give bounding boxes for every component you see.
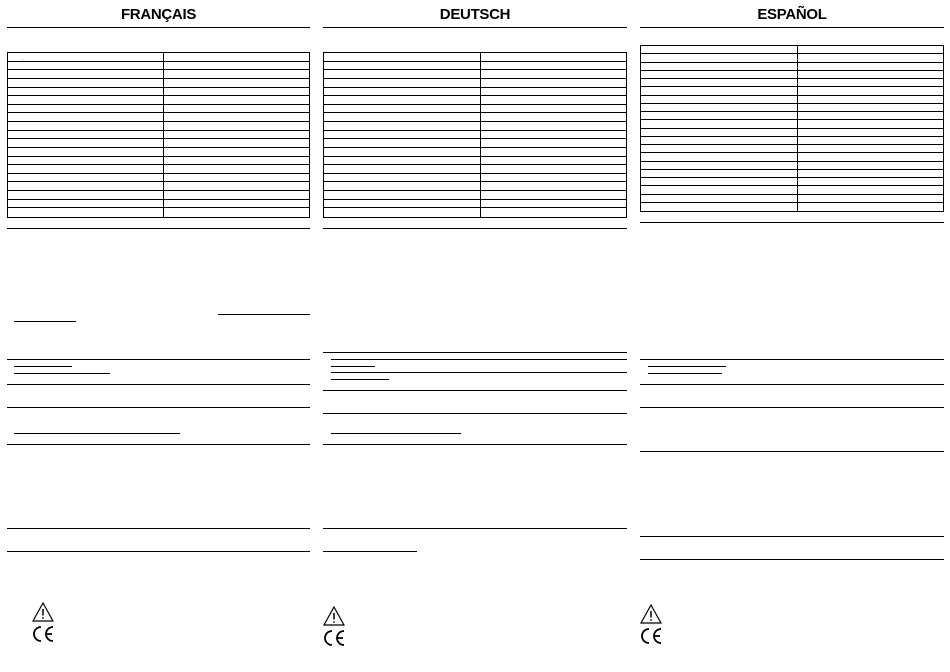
table-row [324,105,626,114]
table-row [8,88,309,97]
table-row [641,71,943,79]
underline [218,314,310,315]
table-cell [641,170,797,177]
table-cell [797,63,943,70]
column-heading: FRANÇAIS [120,6,197,23]
table-row [641,186,943,194]
table-row [641,162,943,170]
divider [7,407,310,408]
table-row [641,54,943,62]
divider [323,27,627,28]
divider [323,528,627,529]
table-row [8,131,309,140]
safety-marks [27,602,61,648]
table-row [641,129,943,137]
divider [7,27,310,28]
table-cell [8,88,163,96]
table-row [324,70,626,79]
table-cell [8,79,163,87]
table-cell [163,88,309,96]
table-cell [641,162,797,169]
table-row [8,70,309,79]
divider [640,222,944,223]
table-cell [324,79,480,87]
table-cell [8,157,163,165]
table-row [641,87,943,95]
table-cell [163,122,309,130]
divider [7,528,310,529]
table-cell [641,71,797,78]
table-row [8,79,309,88]
table-row [324,62,626,71]
table-row [641,203,943,211]
table-cell [480,122,626,130]
table-cell [8,139,163,147]
table-cell [797,87,943,94]
table-cell [163,53,309,61]
table-cell [324,88,480,96]
table-row [641,46,943,54]
table-cell [797,112,943,119]
ce-mark-icon [30,625,56,643]
spec-table [640,45,944,212]
warning-triangle-icon [32,602,54,622]
table-cell [8,174,163,182]
table-cell [324,113,480,121]
table-row [8,200,309,209]
table-row [8,113,309,122]
table-row [324,113,626,122]
table-row [8,165,309,174]
table-cell [163,200,309,208]
underline [14,366,72,367]
table-row [8,174,309,183]
table-cell [163,96,309,104]
table-cell [324,62,480,70]
table-cell [8,122,163,130]
table-row [641,137,943,145]
divider [640,451,944,452]
underline [14,373,110,374]
table-cell [480,79,626,87]
table-cell [8,96,163,104]
safety-marks [323,606,357,652]
table-cell [641,129,797,136]
table-cell [163,165,309,173]
table-cell [8,200,163,208]
table-row [324,182,626,191]
table-row [324,208,626,217]
table-row [641,79,943,87]
table-row [8,105,309,114]
table-cell [480,191,626,199]
divider [7,359,310,360]
divider [323,390,627,391]
warning-triangle-icon [323,606,345,626]
table-cell [8,62,163,70]
table-row [324,148,626,157]
divider [7,384,310,385]
table-cell [324,139,480,147]
table-cell [163,157,309,165]
table-cell [163,139,309,147]
table-cell [797,96,943,103]
table-row [641,195,943,203]
column-heading: DEUTSCH [439,6,511,23]
table-cell [797,170,943,177]
table-row [324,122,626,131]
table-cell [480,62,626,70]
table-row [8,139,309,148]
table-cell [797,178,943,185]
table-cell [324,148,480,156]
table-cell [163,79,309,87]
table-cell [324,200,480,208]
table-cell [480,200,626,208]
table-cell [324,157,480,165]
table-cell [797,145,943,152]
table-row [324,131,626,140]
table-cell [641,54,797,61]
table-row [641,112,943,120]
table-cell [641,120,797,127]
underline [648,366,726,367]
table-row [641,104,943,112]
table-row [8,182,309,191]
divider [323,413,627,414]
column-francais [7,0,310,672]
divider [640,407,944,408]
table-cell [480,157,626,165]
table-row [324,79,626,88]
table-cell [797,104,943,111]
table-cell [641,87,797,94]
table-cell [480,131,626,139]
table-cell [480,174,626,182]
spec-table [7,52,310,218]
table-row [8,96,309,105]
table-cell [641,153,797,160]
table-row [641,96,943,104]
table-row [641,153,943,161]
table-cell [163,174,309,182]
table-cell [480,148,626,156]
table-row [8,148,309,157]
table-cell [797,46,943,53]
table-cell [163,182,309,190]
table-cell [8,113,163,121]
table-row [324,157,626,166]
table-cell [641,145,797,152]
table-cell [480,113,626,121]
ce-mark-icon [638,627,664,645]
table-cell [641,79,797,86]
table-cell [797,54,943,61]
table-row [324,174,626,183]
table-cell [324,70,480,78]
warning-triangle-icon [640,604,662,624]
table-cell [641,112,797,119]
column-espanol [640,0,944,672]
table-row [641,145,943,153]
table-cell [797,71,943,78]
table-cell [163,131,309,139]
table-cell [8,182,163,190]
table-row [641,170,943,178]
table-cell [797,162,943,169]
table-rows [641,46,943,211]
underline [648,373,722,374]
table-row [8,157,309,166]
table-row [324,96,626,105]
table-cell [797,129,943,136]
divider [640,384,944,385]
table-cell [641,104,797,111]
table-cell [324,96,480,104]
table-cell [480,139,626,147]
table-cell [8,165,163,173]
divider [323,228,627,229]
underline [14,321,76,322]
table-cell [797,203,943,211]
divider [7,444,310,445]
table-row [8,191,309,200]
ce-mark-icon [321,629,347,647]
table-cell [163,105,309,113]
table-cell [324,122,480,130]
table-cell [797,120,943,127]
table-cell [324,165,480,173]
table-cell [480,88,626,96]
table-cell [163,70,309,78]
table-cell [797,186,943,193]
table-cell [641,46,797,53]
table-cell [641,178,797,185]
table-row [8,53,309,62]
table-cell [480,105,626,113]
table-row [324,191,626,200]
table-cell [641,186,797,193]
table-cell [324,182,480,190]
table-cell [480,208,626,217]
table-cell [641,96,797,103]
divider [323,444,627,445]
table-cell [163,113,309,121]
table-cell [324,53,480,61]
table-cell [641,195,797,202]
underline [331,372,627,373]
table-cell [797,153,943,160]
table-cell [324,191,480,199]
table-cell [163,62,309,70]
table-row [324,53,626,62]
table-cell [797,79,943,86]
table-cell [8,53,163,61]
table-cell [8,131,163,139]
table-row [641,120,943,128]
divider [640,359,944,360]
table-rows [8,53,309,217]
table-cell [8,70,163,78]
table-cell [480,70,626,78]
table-row [324,165,626,174]
table-cell [641,137,797,144]
underline [331,433,461,434]
safety-marks [640,604,674,650]
table-cell [8,191,163,199]
table-cell [324,131,480,139]
divider [7,551,310,552]
table-cell [797,195,943,202]
underline [331,359,627,360]
table-mark: · [22,57,24,63]
column-heading: ESPAÑOL [757,6,827,23]
table-cell [641,63,797,70]
divider [323,352,627,353]
table-row [8,62,309,71]
divider [640,536,944,537]
table-cell [324,105,480,113]
table-row [8,208,309,217]
table-cell [480,96,626,104]
underline [331,379,389,380]
table-cell [163,191,309,199]
table-cell [324,208,480,217]
divider [640,27,944,28]
divider [7,228,310,229]
underline [14,433,180,434]
column-deutsch [323,0,627,672]
table-cell [797,137,943,144]
table-cell [324,174,480,182]
table-cell [163,208,309,217]
table-row [641,63,943,71]
table-cell [480,53,626,61]
table-cell [8,208,163,217]
table-row [324,88,626,97]
table-cell [8,148,163,156]
spec-table [323,52,627,218]
table-row [641,178,943,186]
table-row [324,139,626,148]
underline [323,551,417,552]
table-row [324,200,626,209]
table-cell [480,165,626,173]
underline [331,366,375,367]
table-cell [163,148,309,156]
table-cell [641,203,797,211]
table-cell [480,182,626,190]
table-cell [8,105,163,113]
divider [640,559,944,560]
table-rows [324,53,626,217]
table-row [8,122,309,131]
